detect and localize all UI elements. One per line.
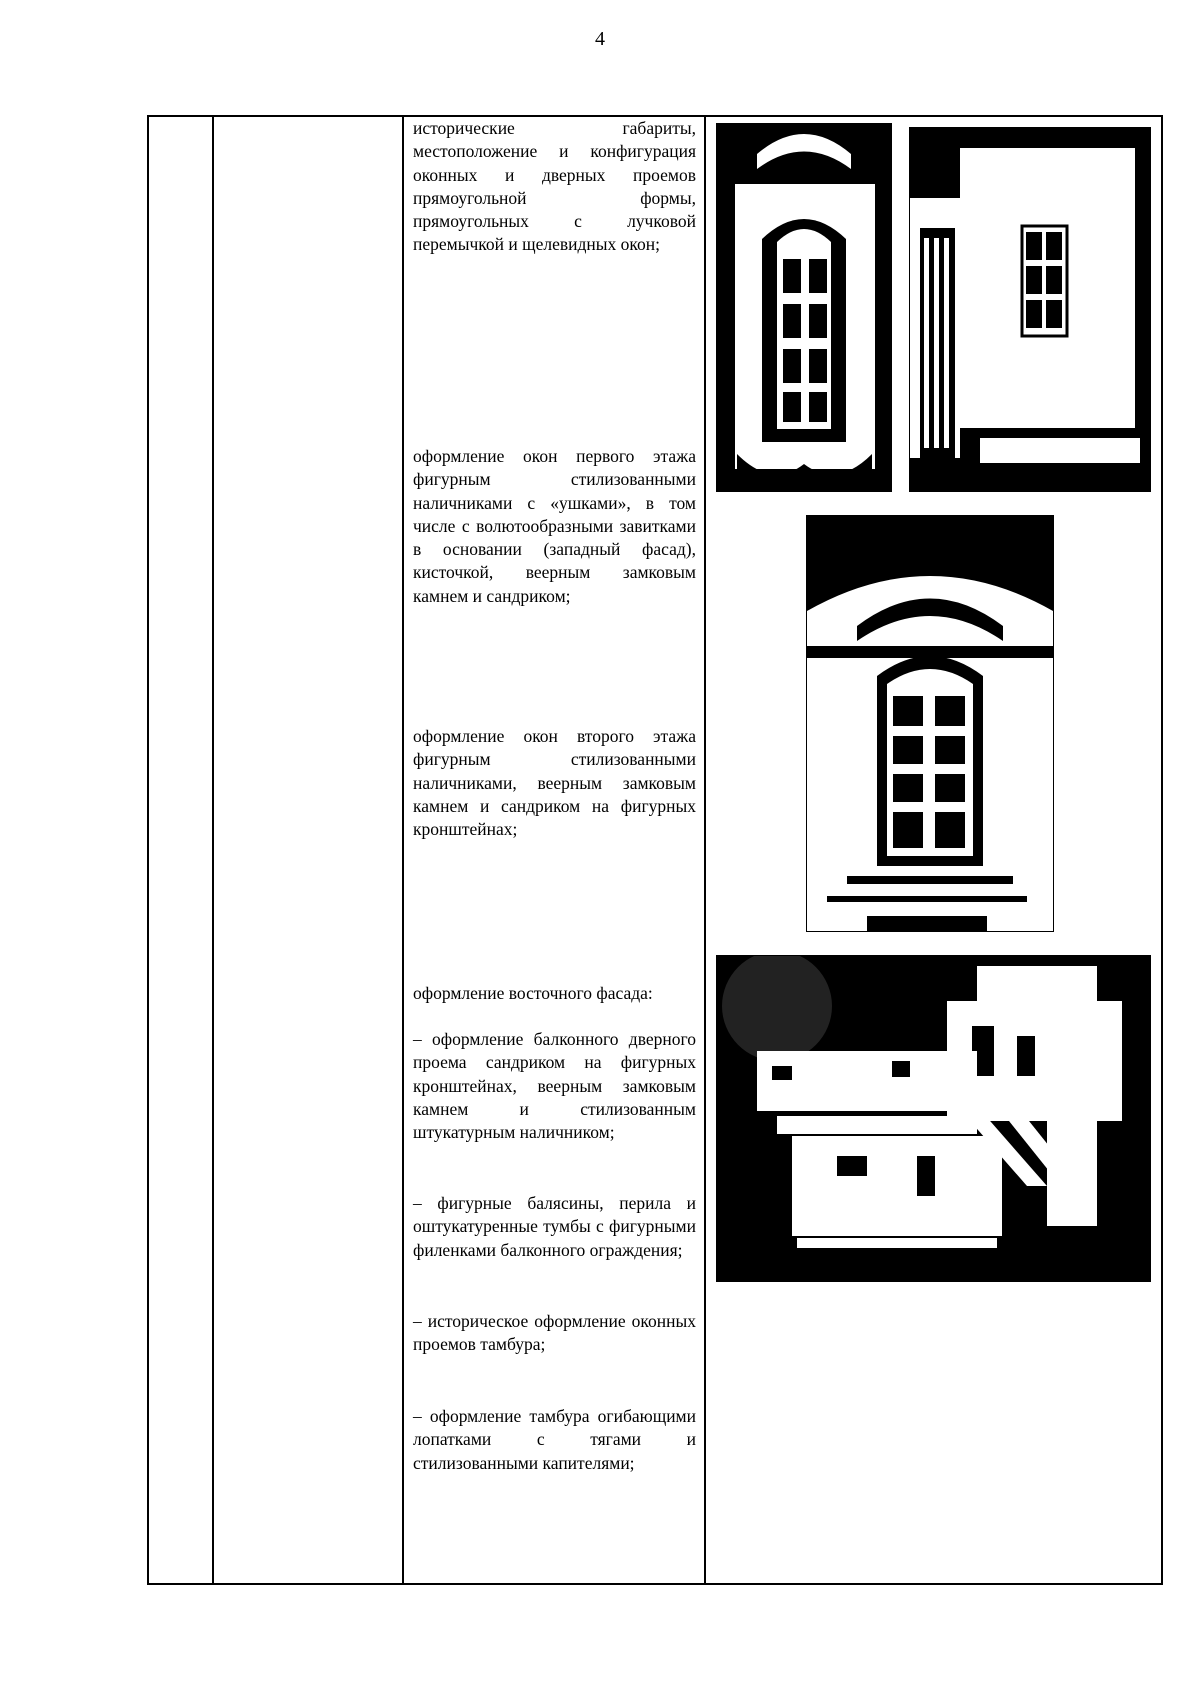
requirements-cell xyxy=(413,117,696,1577)
arched-window-photo-icon xyxy=(717,124,891,491)
requirement-first-floor-windows: оформление окон первого этажа фигурным стилизованными наличниками с «ушками», в том числе с волютообразными завитками в основании (западный фасад), кисточкой, веерным замковым камнем и сандриком; xyxy=(413,446,696,606)
requirement-vestibule-pilasters: – оформление тамбура огибающими лопатками с тягами и стилизованными капителями; xyxy=(413,1406,696,1473)
wooden-facade-window-photo xyxy=(909,127,1151,492)
requirement-openings: исторические габариты, местоположение и конфигурация оконных и дверных проемов прямоугольной формы, прямоугольных с лучковой перемычкой и щелевидных окон; xyxy=(413,118,696,255)
east-facade-balcony-photo xyxy=(716,955,1151,1282)
second-floor-window-photo xyxy=(806,515,1054,932)
column-divider-1 xyxy=(212,117,214,1583)
column-divider-3 xyxy=(704,117,706,1583)
requirement-balcony-door: – оформление балконного дверного проема сандриком на фигурных кронштейнах, веерным замковым камнем и стилизованным штукатурным наличником; xyxy=(413,1029,696,1143)
requirement-vestibule-windows: – историческое оформление оконных проемов тамбура; xyxy=(413,1311,696,1355)
requirement-east-facade: оформление восточного фасада: xyxy=(413,983,653,1003)
requirement-balusters: – фигурные балясины, перила и оштукатуренные тумбы с фигурными филенками балконного ограждения; xyxy=(413,1193,696,1260)
column-divider-2 xyxy=(402,117,404,1583)
arched-window-photo xyxy=(716,123,892,492)
page-number: 4 xyxy=(595,28,605,50)
east-facade-balcony-photo-icon xyxy=(717,956,1150,1281)
second-floor-window-photo-icon xyxy=(807,516,1053,931)
requirement-second-floor-windows: оформление окон второго этажа фигурным стилизованными наличниками, веерным замковым камнем и сандриком на фигурных кронштейнах; xyxy=(413,726,696,840)
wooden-facade-window-photo-icon xyxy=(910,128,1150,491)
